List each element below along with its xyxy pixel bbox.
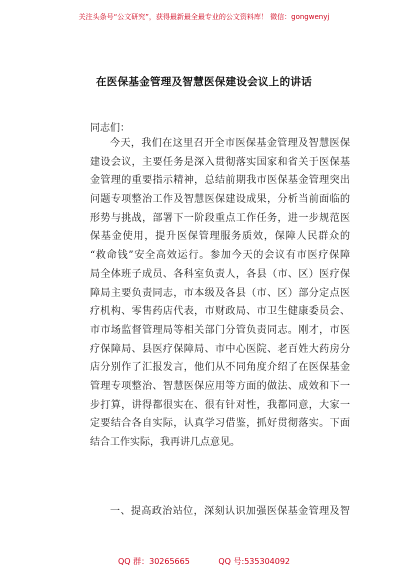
text-line: 局全体班子成员、各科室负责人，各县（市、区）医疗保	[90, 268, 350, 280]
text-line: 今天，我们在这里召开全市医保基金管理及智慧医保	[110, 138, 350, 149]
text-line: 问题专项整治工作及智慧医保建设成果，分析当前面临的	[90, 194, 350, 206]
text-line: “救命钱”安全高效运行。参加今天的会议有市医疗保障	[90, 250, 350, 262]
document-title: 在医保基金管理及智慧医保建设会议上的讲话	[96, 76, 312, 88]
paragraph-body	[90, 135, 350, 453]
text-line: 形势与挑战，部署下一阶段重点工作任务，进一步规范医	[90, 212, 350, 224]
text-line: 疗保障局、县医疗保障局、市中心医院、老百姓大药房分	[90, 343, 350, 355]
text-line: 一、提高政治站位，深刻认识加强医保基金管理及智	[110, 506, 350, 517]
text-line: 障局主要负责同志，市本级及各县（市、区）部分定点医	[90, 287, 350, 299]
text-line: 疗机构、零售药店代表，市财政局、市卫生健康委员会、	[90, 306, 350, 318]
text-line: 建设会议，主要任务是深入贯彻落实国家和省关于医保基	[90, 156, 350, 168]
text-line: 市市场监督管理局等相关部门分管负责同志。刚才，市医	[90, 324, 350, 336]
text-line: 管理专项整治、智慧医保应用等方面的做法、成效和下一	[90, 380, 350, 392]
footer-qq-group: QQ 群：30265665	[117, 557, 190, 566]
footer-qq-number: QQ 号:535304092	[218, 557, 291, 566]
header-note: 关注头条号“公文研究”，获得最新最全最专业的公文资料库！ 微信：gongwenyj	[78, 13, 330, 21]
text-line: 定要结合各自实际，认真学习借鉴，抓好贯彻落实。下面	[90, 418, 350, 430]
salutation: 同志们：	[90, 123, 130, 134]
text-line: 金管理的重要指示精神，总结前期我市医保基金管理突出	[90, 175, 350, 187]
text-line: 步打算，讲得都很实在、很有针对性，我都同意，大家一	[90, 399, 350, 411]
footer-contact	[0, 556, 408, 567]
text-line: 店分别作了汇报发言，他们从不同角度介绍了在医保基金	[90, 362, 350, 374]
text-line: 保基金使用，提升医保管理服务质效，保障人民群众的	[90, 231, 350, 243]
text-line: 结合工作实际，我再讲几点意见。	[90, 437, 240, 448]
paragraph-heading-one	[90, 503, 350, 522]
